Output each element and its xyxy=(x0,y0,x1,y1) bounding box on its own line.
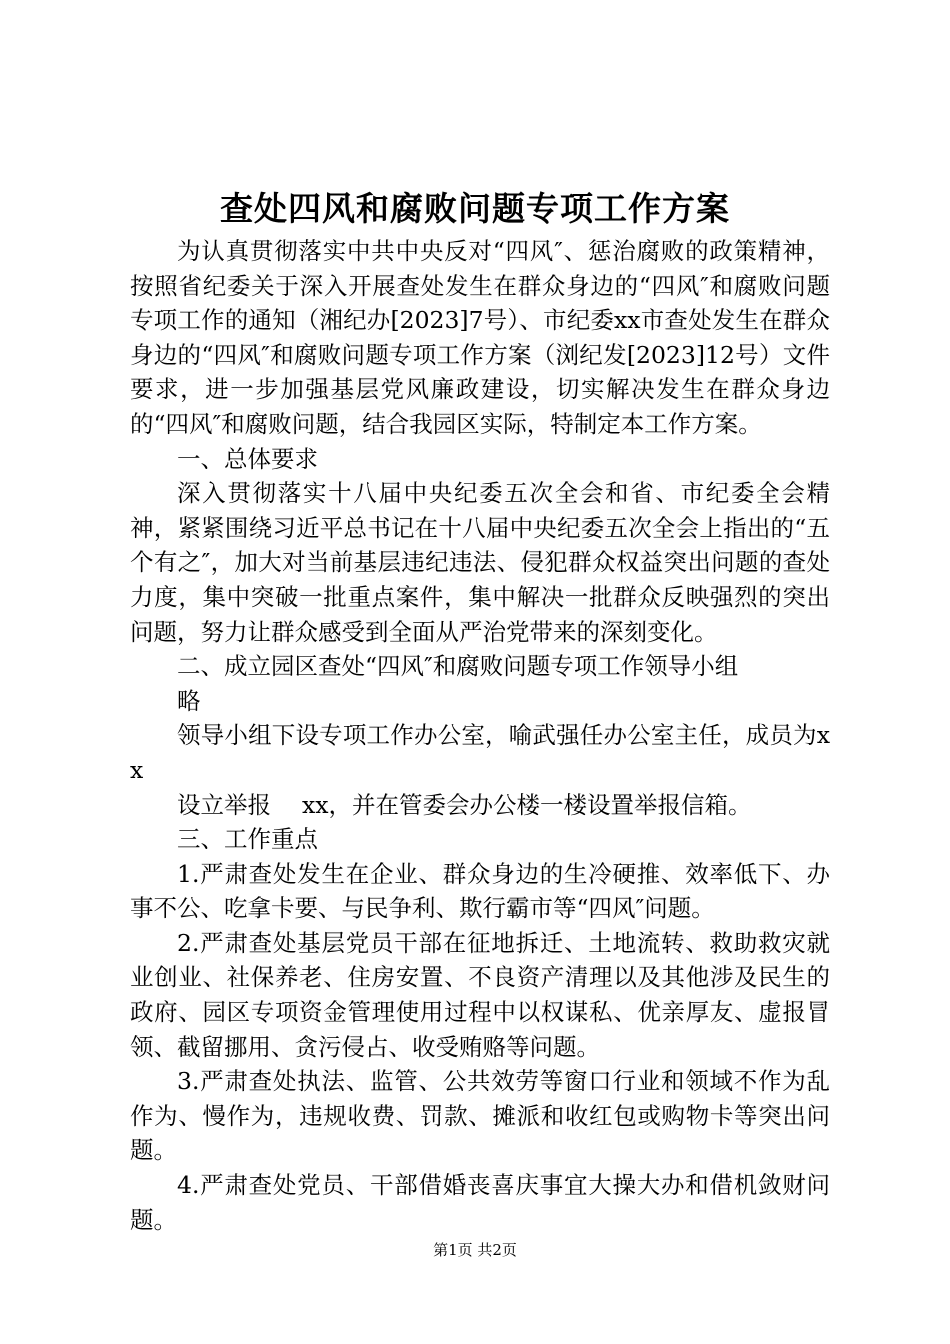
list-item-4: 4.严肃查处党员、干部借婚丧喜庆事宜大操大办和借机敛财问题。 xyxy=(130,1171,830,1234)
document-title: 查处四风和腐败问题专项工作方案 xyxy=(220,189,730,228)
list-item-2: 2.严肃查处基层党员干部在征地拆迁、土地流转、救助救灾就业创业、社保养老、住房安置、不良资产清理以及其他涉及民生的政府、园区专项资金管理使用过程中以权谋私、优亲厚友、虚报冒领、截留挪用、贪污侵占、收受贿赂等问题。 xyxy=(130,928,830,1061)
page-footer: 第1页 共2页 xyxy=(433,1241,517,1259)
heading-leading-group: 二、成立园区查处“四风″和腐败问题专项工作领导小组 xyxy=(177,652,739,681)
paragraph-omitted: 略 xyxy=(177,686,201,715)
paragraph-general-requirements: 深入贯彻落实十八届中央纪委五次全会和省、市纪委全会精神，紧紧围绕习近平总书记在十八届中央纪委五次全会上指出的“五个有之″，加大对当前基层违纪违法、侵犯群众权益突出问题的查处力度，集中突破一批重点案件，集中解决一批群众反映强烈的突出问题，努力让群众感受到全面从严治党带来的深刻变化。 xyxy=(130,479,830,646)
paragraph-office: 领导小组下设专项工作办公室，喻武强任办公室主任，成员为xx xyxy=(130,721,830,784)
paragraph-intro: 为认真贯彻落实中共中央反对“四风″、惩治腐败的政策精神，按照省纪委关于深入开展查处发生在群众身边的“四风″和腐败问题专项工作的通知（湘纪办[2023]7号）、市纪委xx市查处发生在群众身边的“四风″和腐败问题专项工作方案（浏纪发[2023]12号）文件要求，进一步加强基层党风廉政建设，切实解决发生在群众身边的“四风″和腐败问题，结合我园区实际，特制定本工作方案。 xyxy=(130,237,830,438)
heading-general-requirements: 一、总体要求 xyxy=(177,444,318,473)
list-item-1: 1.严肃查处发生在企业、群众身边的生冷硬推、效率低下、办事不公、吃拿卡要、与民争利、欺行霸市等“四风″问题。 xyxy=(130,859,830,923)
document-body xyxy=(130,234,830,1237)
heading-work-focus: 三、工作重点 xyxy=(177,825,318,854)
list-item-3: 3.严肃查处执法、监管、公共效劳等窗口行业和领域不作为乱作为、慢作为，违规收费、罚款、摊派和收红包或购物卡等突出问题。 xyxy=(130,1067,830,1165)
paragraph-report-line: 设立举报 xx，并在管委会办公楼一楼设置举报信箱。 xyxy=(177,790,752,819)
